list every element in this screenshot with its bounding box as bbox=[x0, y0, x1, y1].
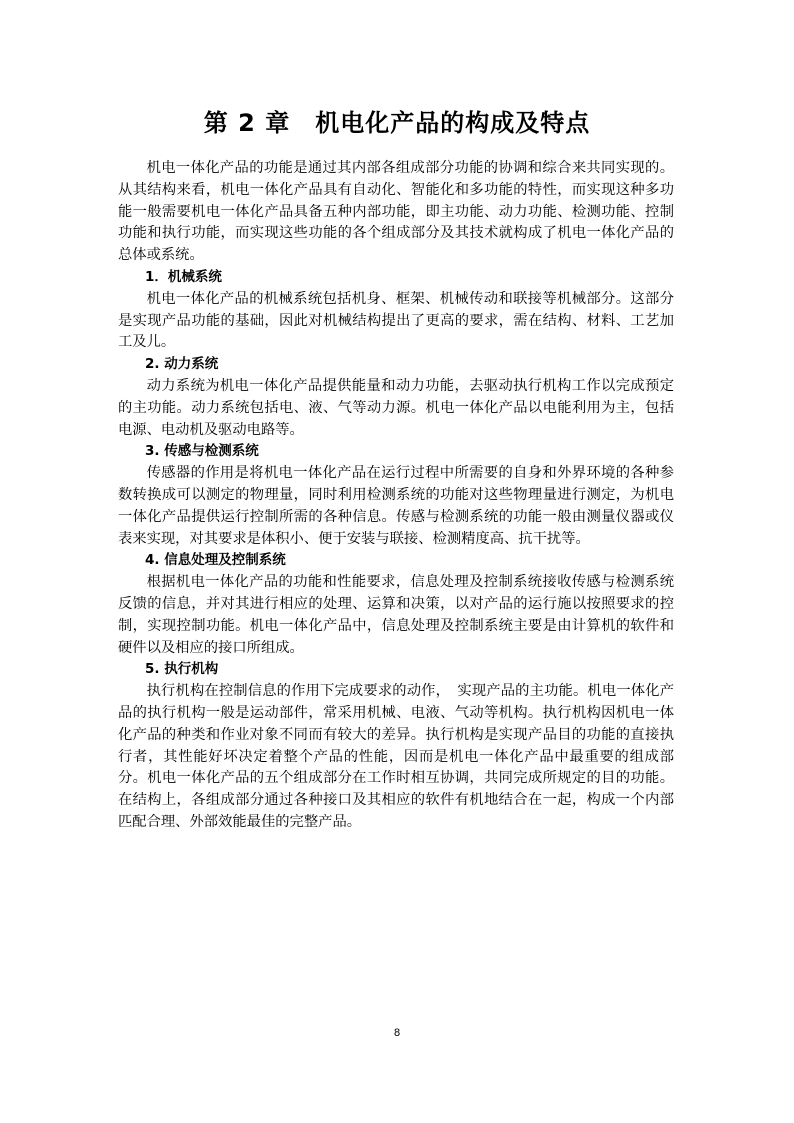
chapter-title: 第 2 章 机电化产品的构成及特点 bbox=[203, 109, 591, 137]
section-text-mechanical: 机电一体化产品的机械系统包括机身、框架、机械传动和联接等机械部分。这部分是实现产品功能的基础，因此对机械结构提出了更高的要求，需在结构、材料、工艺加工及儿。 bbox=[118, 290, 674, 351]
section-heading-sensing: 3. 传感与检测系统 bbox=[145, 443, 259, 460]
section-heading-power: 2. 动力系统 bbox=[145, 356, 219, 373]
intro-paragraph: 机电一体化产品的功能是通过其内部各组成部分功能的协调和综合来共同实现的。从其结构来看，机电一体化产品具有自动化、智能化和多功能的特性，而实现这种多功能一般需要机电一体化产品具备五种内部功能，即主功能、动力功能、检测功能、控制功能和执行功能，而实现这些功能的各个组成部分及其技术就构成了机电一体化产品的总体或系统。 bbox=[118, 160, 674, 264]
document-body bbox=[118, 158, 674, 834]
section-text-control: 根据机电一体化产品的功能和性能要求，信息处理及控制系统接收传感与检测系统反馈的信息，并对其进行相应的处理、运算和决策，以对产品的运行施以按照要求的控制，实现控制功能。机电一体化产品中，信息处理及控制系统主要是由计算机的软件和硬件以及相应的接口所组成。 bbox=[118, 574, 674, 656]
section-heading-actuator: 5. 执行机构 bbox=[145, 661, 219, 678]
section-text-sensing: 传感器的作用是将机电一体化产品在运行过程中所需要的自身和外界环境的各种参数转换成可以测定的物理量，同时利用检测系统的功能对这些物理量进行测定，为机电一体化产品提供运行控制所需的各种信息。传感与检测系统的功能一般由测量仪器或仪表来实现，对其要求是体积小、便于安装与联接、检测精度高、抗干扰等。 bbox=[118, 465, 674, 547]
section-text-power: 动力系统为机电一体化产品提供能量和动力功能，去驱动执行机构工作以完成预定的主功能。动力系统包括电、液、气等动力源。机电一体化产品以电能利用为主，包括电源、电动机及驱动电路等。 bbox=[118, 377, 674, 438]
section-text-actuator: 执行机构在控制信息的作用下完成要求的动作， 实现产品的主功能。机电一体化产品的执行机构一般是运动部件，常采用机械、电液、气动等机构。执行机构因机电一体化产品的种类和作业对象不同而有较大的差异。执行机构是实现产品目的功能的直接执行者，其性能好坏决定着整个产品的性能，因而是机电一体化产品中最重要的组成部分。机电一体化产品的五个组成部分在工作时相互协调，共同完成所规定的目的功能。在结构上，各组成部分通过各种接口及其相应的软件有机地结合在一起，构成一个内部匹配合理、外部效能最佳的完整产品。 bbox=[118, 683, 674, 830]
section-heading-mechanical: 1．机械系统 bbox=[145, 268, 222, 285]
section-heading-control: 4. 信息处理及控制系统 bbox=[145, 552, 286, 569]
page-number: 8 bbox=[393, 1027, 401, 1039]
